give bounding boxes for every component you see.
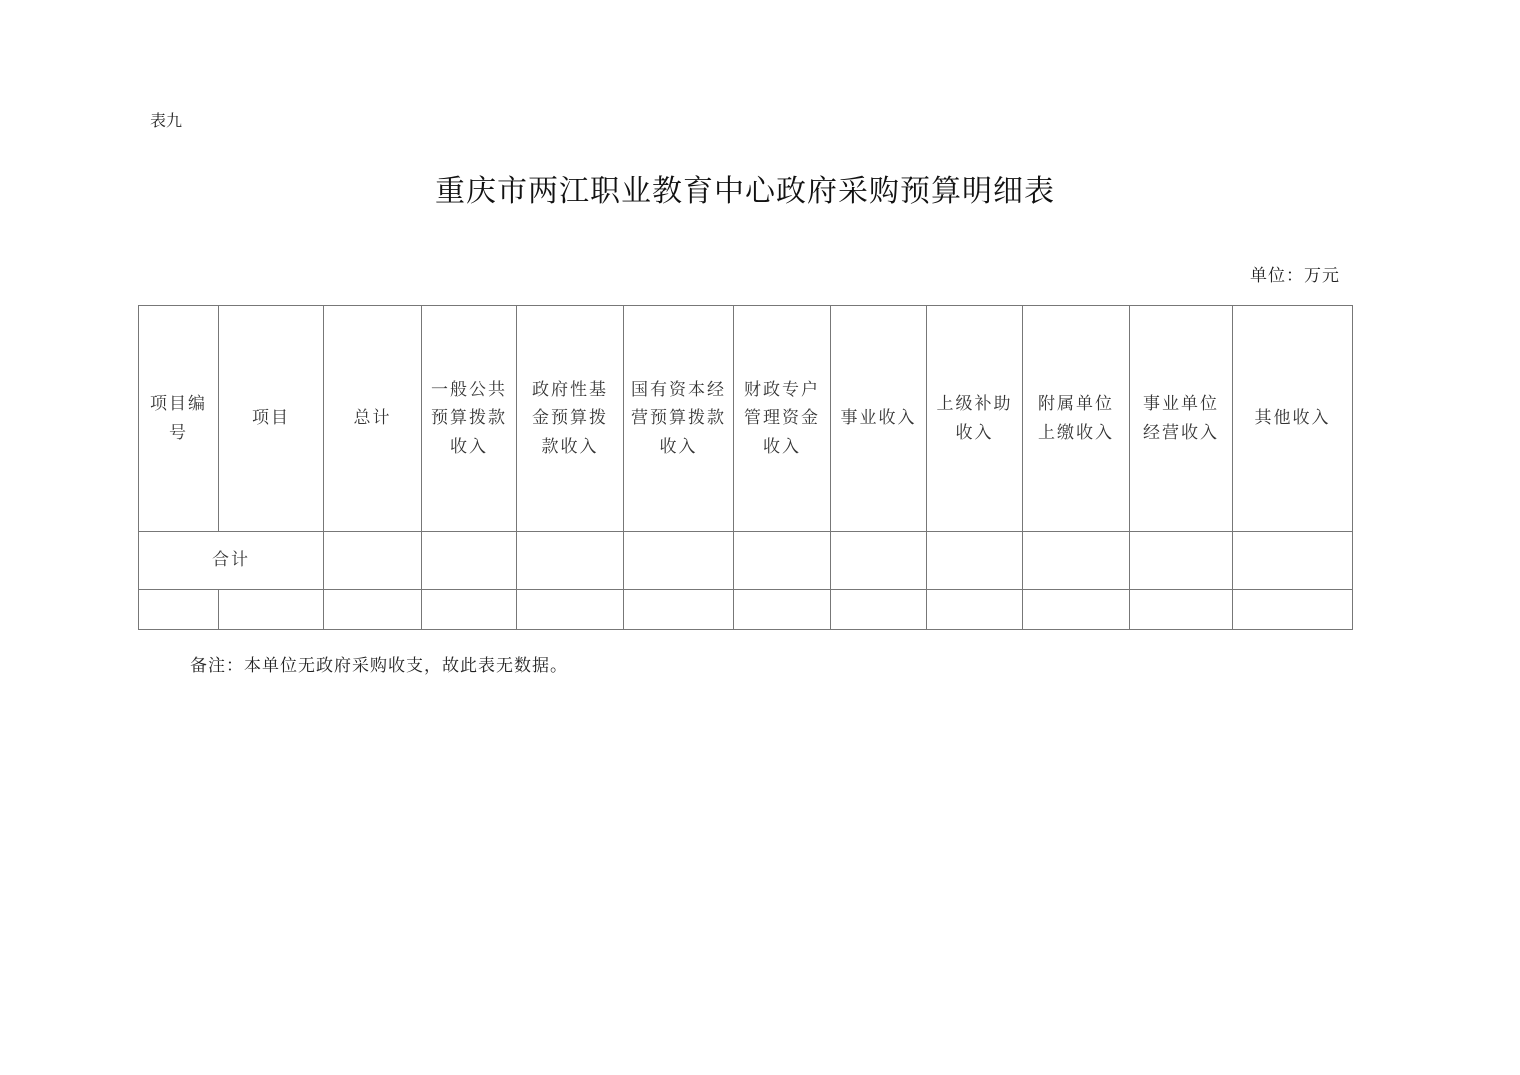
table-cell [324,590,422,630]
header-fiscal-special-account: 财政专户管理资金收入 [734,306,831,532]
header-superior-subsidy: 上级补助收入 [927,306,1023,532]
table-cell [734,590,831,630]
header-business-income: 事业收入 [831,306,927,532]
table-cell [139,590,219,630]
table-cell [927,590,1023,630]
table-header-row [139,306,1353,532]
table-cell [1130,532,1233,590]
footnote: 备注：本单位无政府采购收支，故此表无数据。 [190,656,568,676]
table-cell [734,532,831,590]
table-cell [422,590,517,630]
table-cell [1130,590,1233,630]
table-cell [624,590,734,630]
header-other-income: 其他收入 [1233,306,1353,532]
table-cell [1023,590,1130,630]
table-cell [1233,590,1353,630]
unit-label: 单位：万元 [1250,266,1340,286]
header-project: 项目 [219,306,324,532]
procurement-budget-table [138,305,1353,630]
table-cell [1233,532,1353,590]
document-title: 重庆市两江职业教育中心政府采购预算明细表 [435,174,1055,209]
table-cell [927,532,1023,590]
header-affiliated-unit-turnover: 附属单位上缴收入 [1023,306,1130,532]
table-cell [831,532,927,590]
table-cell [1023,532,1130,590]
header-state-capital-budget: 国有资本经营预算拨款收入 [624,306,734,532]
table-cell [517,532,624,590]
table-number-label: 表九 [150,111,183,130]
table-cell [219,590,324,630]
header-project-code: 项目编号 [139,306,219,532]
header-government-fund-budget: 政府性基金预算拨款收入 [517,306,624,532]
table-cell [422,532,517,590]
table-cell [324,532,422,590]
total-label-cell: 合计 [139,532,324,590]
header-public-institution-operating: 事业单位经营收入 [1130,306,1233,532]
table-cell [831,590,927,630]
table-cell [517,590,624,630]
total-row [139,532,1353,590]
table-row [139,590,1353,630]
header-general-public-budget: 一般公共预算拨款收入 [422,306,517,532]
table-cell [624,532,734,590]
header-total: 总计 [324,306,422,532]
